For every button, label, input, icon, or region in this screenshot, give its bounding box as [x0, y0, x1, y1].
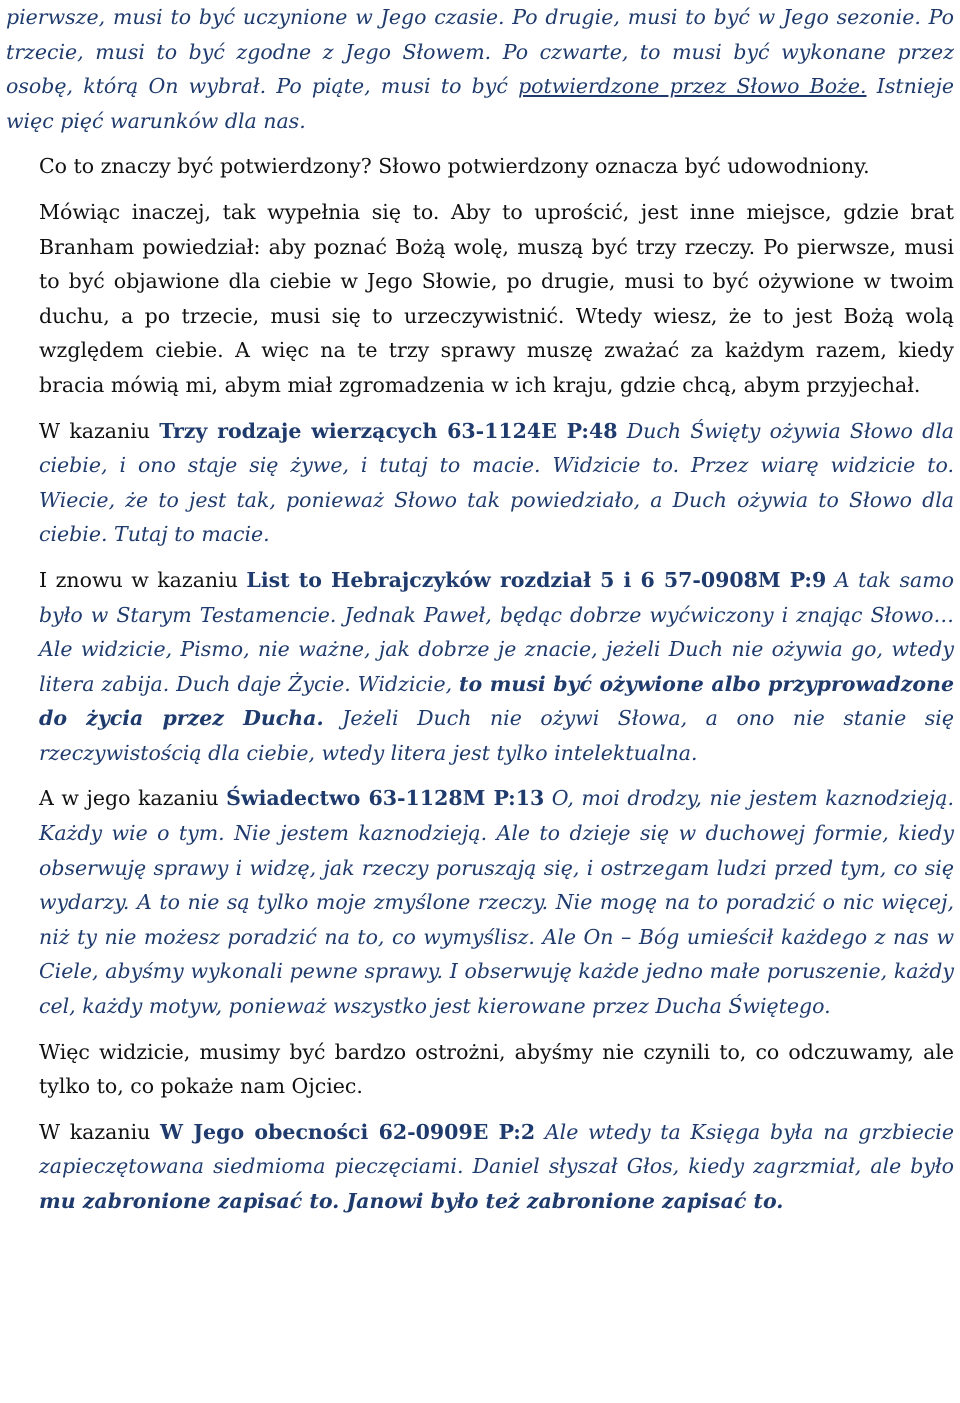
quote-text: Duch daje Życie. [169, 671, 351, 696]
quote-emphasis: mu zabronione zapisać to. [39, 1189, 340, 1213]
text-sentence: Wtedy wiesz, że to jest Bożą wolą względem ciebie. [39, 303, 954, 363]
sermon-title: Świadectwo 63-1128M P:13 [226, 786, 545, 811]
quote-text: I obserwuję każde jedno małe poruszenie, każdy cel, każdy motyw, ponieważ wszystko jest kierowane przez Ducha Świętego. [39, 959, 955, 1019]
quote-text: Duch Święty ożywia Słowo dla ciebie, i ono staje się żywe, i tutaj to macie. [39, 418, 955, 478]
quote-text: A tak samo było w Starym Testamencie. [39, 567, 954, 627]
quote-emphasis: to musi być ożywione albo przyprowadzone do życia przez Ducha. [39, 671, 955, 731]
quote-text: Jeżeli Duch nie ożywi Słowa, a ono nie stanie się rzeczywistością dla ciebie, wtedy litera jest tylko intelektualna. [39, 706, 954, 765]
lead-text: W kazaniu [39, 418, 160, 443]
condition-5-underlined: potwierdzone przez Słowo Boże. [518, 74, 867, 99]
quote-text: Nie jestem kaznodzieją. [224, 821, 488, 846]
condition-4: Po czwarte, to musi być wykonane przez osobę, którą On wybrał. [6, 39, 954, 99]
quote-text: Ale widzicie, Pismo, nie ważne, jak dobrze je znacie, jeżeli Duch nie ożywia go, wtedy litera zabija. [39, 637, 954, 696]
quote-text: Jednak Paweł, będąc dobrze wyćwiczony i znając Słowo… [336, 602, 955, 627]
paragraph-confirmed-question: Co to znaczy być potwierdzony? Słowo potwierdzony oznacza być udowodniony. [39, 154, 870, 179]
sermon-title: Trzy rodzaje wierzących 63-1124E P:48 [159, 418, 618, 443]
paragraph-be-careful: Więc widzicie, musimy być bardzo ostrożni, abyśmy nie czynili to, co odczuwamy, ale tylko to, co pokaże nam Ojciec. [39, 1039, 954, 1099]
quote-text: Ale On – Bóg umieścił każdego z nas w Ciele, abyśmy wykonali pewne sprawy. [39, 924, 954, 984]
quote-text: Przez wiarę widzicie to. [679, 453, 954, 478]
text-sentence: A więc na te trzy sprawy muszę zważać za każdym razem, kiedy bracia mówią mi, abym miał zgromadzenia w ich kraju, gdzie chcą, abym przyjechał. [39, 338, 954, 397]
lead-text: W kazaniu [39, 1119, 161, 1144]
paragraph-sermon-hebrews [6, 563, 954, 771]
quote-text: A to nie są tylko moje zmyślone rzeczy. [129, 890, 549, 915]
quote-text: Ale to dzieje się w duchowej formie, kiedy obserwuję sprawy i widzę, jak rzeczy poruszają się, i ostrzegam ludzi przed tym, co się wydarzy. [39, 821, 954, 915]
quote-text: Daniel słyszał Głos, kiedy zagrzmiał, ale było [463, 1154, 954, 1179]
paragraph-sermon-presence [6, 1115, 954, 1219]
condition-2: Po drugie, musi to być w Jego sezonie. [504, 5, 921, 29]
quote-text: Każdy wie o tym. [39, 821, 225, 846]
sermon-title: W Jego obecności 62-0909E P:2 [160, 1119, 536, 1144]
quote-text: Wiecie, że to jest tak, ponieważ Słowo tak powiedziało, a Duch ożywia to Słowo dla ciebie. [39, 487, 954, 547]
paragraph-five-conditions [6, 0, 954, 138]
quote-emphasis: Janowi było też zabronione zapisać to. [339, 1189, 784, 1213]
paragraph-three-things [6, 195, 954, 403]
lead-text: I znowu w kazaniu [39, 567, 247, 592]
condition-3: Po trzecie, musi to być zgodne z Jego Słowem. [6, 5, 954, 64]
quote-text: Nie mogę na to poradzić o nic więcej, niż ty nie możesz poradzić na to, co wymyślisz. [39, 890, 954, 949]
condition-1: pierwsze, musi to być uczynione w Jego czasie. [6, 5, 505, 29]
quote-text: Widzicie to. [540, 453, 680, 478]
text-sentence: Po pierwsze, musi to być objawione dla ciebie w Jego Słowie, po drugie, musi to być ożywione w twoim duchu, a po trzecie, musi się to urzeczywistnić. [39, 234, 954, 328]
paragraph-sermon-testimony [6, 781, 954, 1023]
conditions-summary: Istnieje więc pięć warunków dla nas. [6, 74, 954, 133]
condition-5-lead: Po piąte, musi to być [266, 74, 519, 99]
paragraph-sermon-three-kinds [6, 414, 954, 552]
quote-text: Widzicie, [350, 671, 460, 696]
quote-text: O, moi drodzy, nie jestem kaznodzieją. [544, 786, 955, 811]
quote-text: Tutaj to macie. [107, 522, 270, 547]
text-sentence: Aby to uprościć, jest inne miejsce, gdzie brat Branham powiedział: aby poznać Bożą wolę, muszą być trzy rzeczy. [39, 199, 954, 259]
lead-text: A w jego kazaniu [39, 786, 227, 811]
sermon-title: List to Hebrajczyków rozdział 5 i 6 57-0908M P:9 [246, 567, 827, 592]
text-sentence: Mówiąc inaczej, tak wypełnia się to. [39, 199, 440, 224]
quote-text: Ale wtedy ta Księga była na grzbiecie zapieczętowana siedmioma pieczęciami. [39, 1119, 954, 1179]
